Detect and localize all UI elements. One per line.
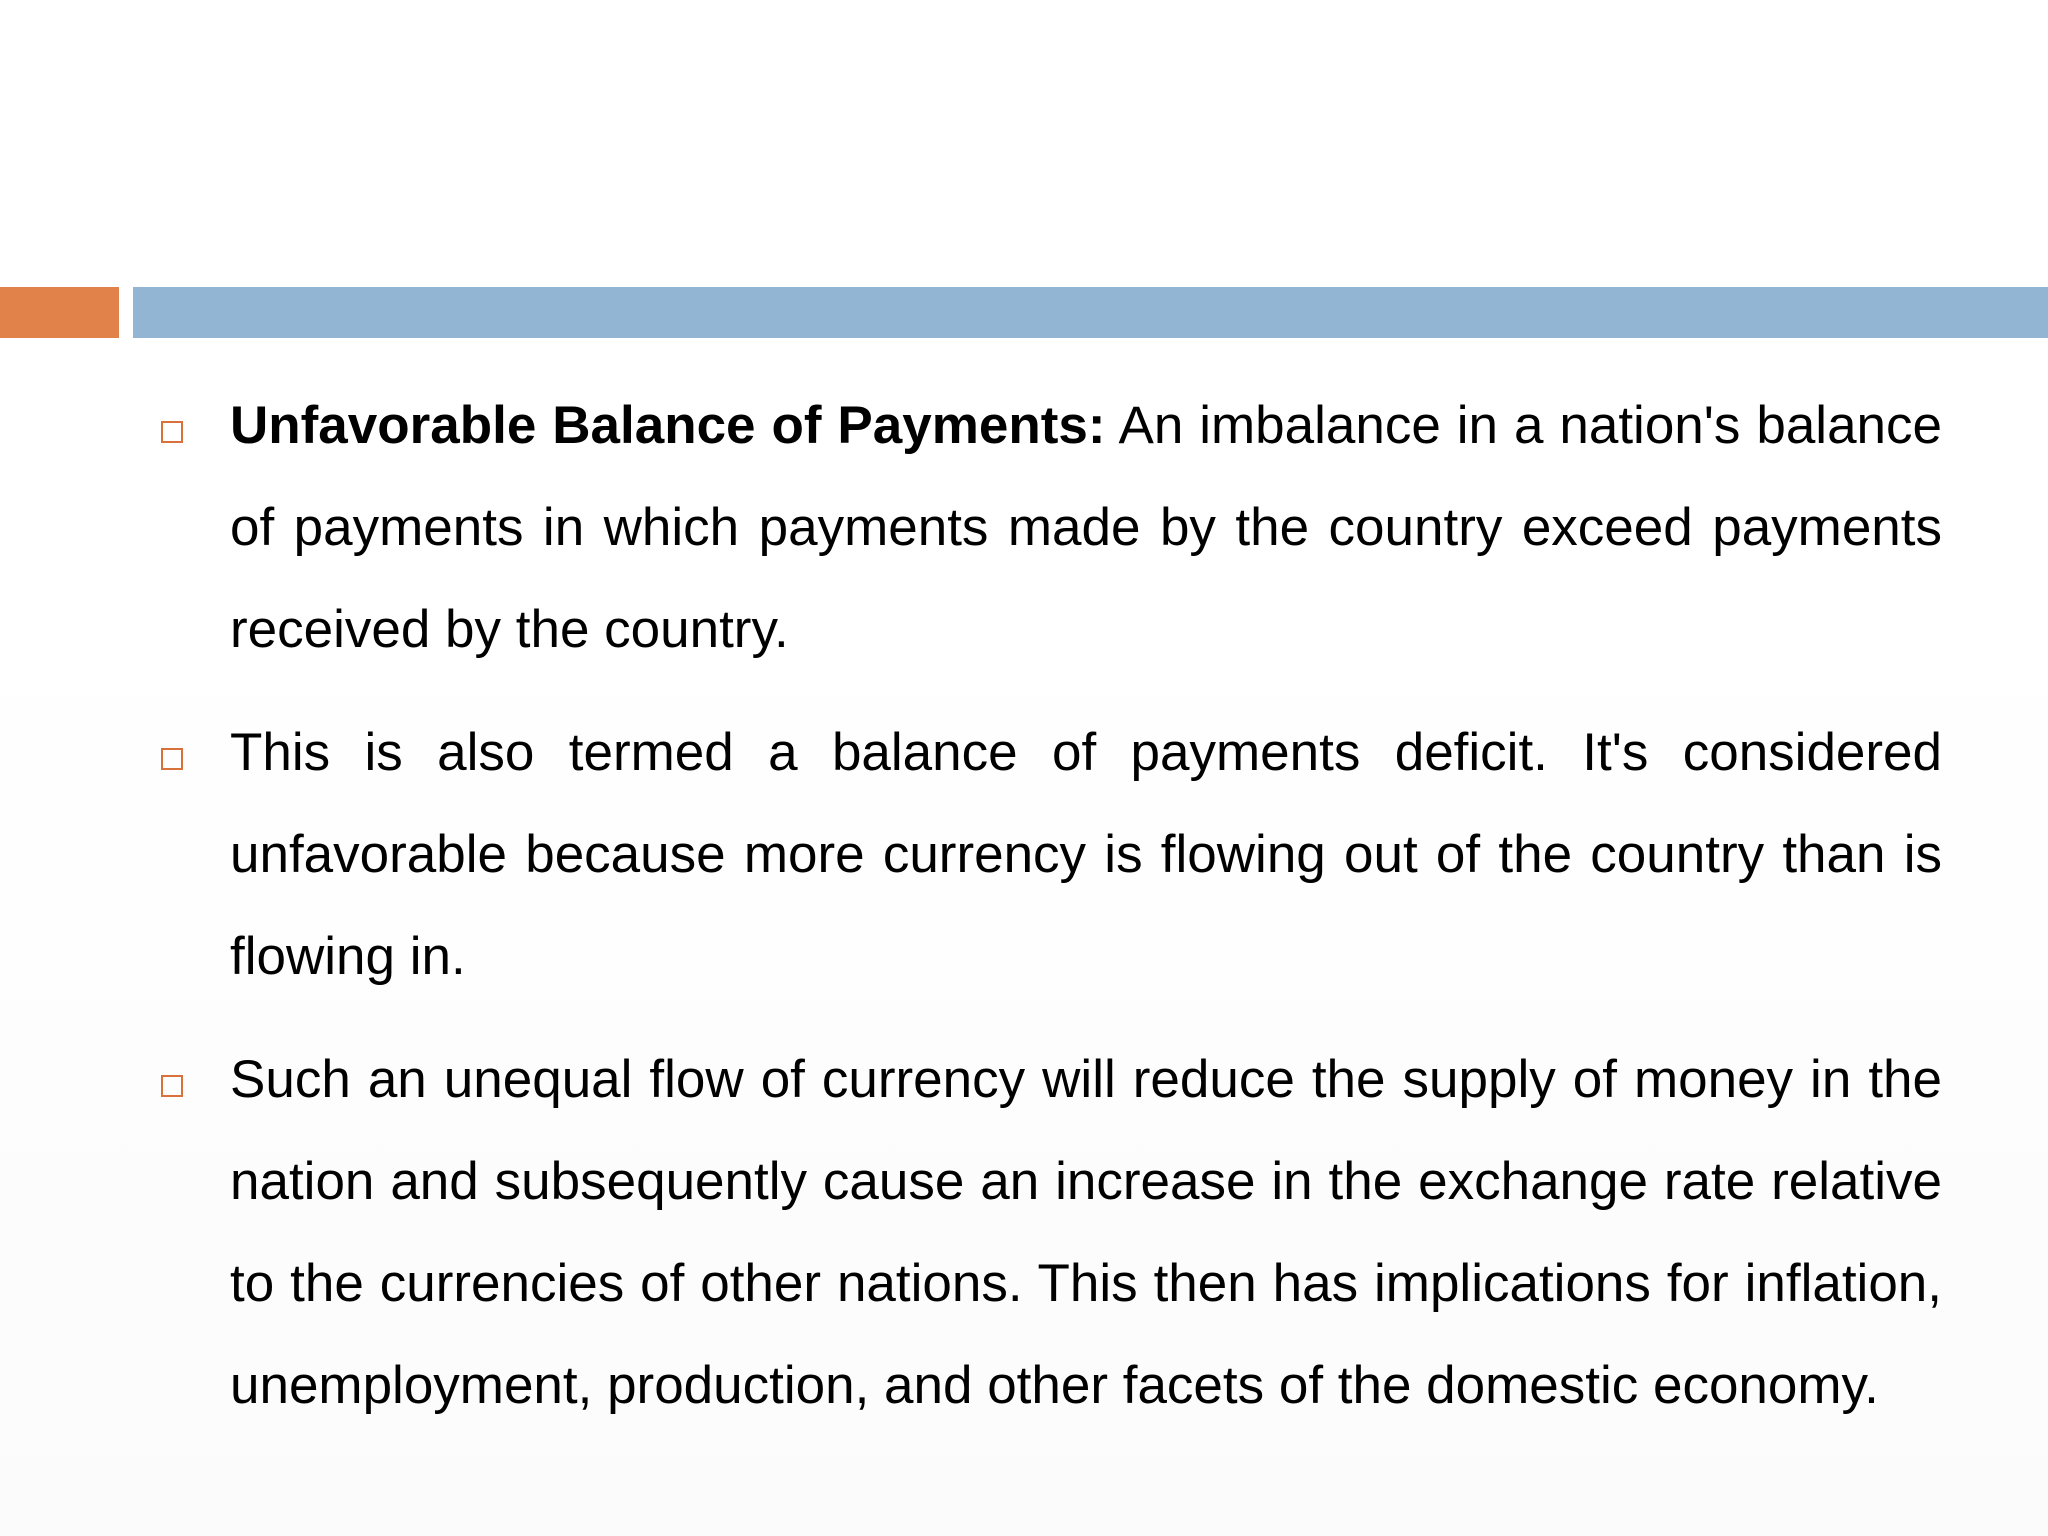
square-bullet-icon xyxy=(161,748,183,770)
bullet-body: This is also termed a balance of payments deficit. It's considered unfavorable because more currency is flowing out of the country than is flowing in. xyxy=(230,723,1942,986)
bullet-body: An imbalance in a nation's balance of payments in which payments made by the country exceed payments received by the country. xyxy=(230,396,1942,659)
square-bullet-icon xyxy=(161,1075,183,1097)
bullet-text xyxy=(230,702,1942,1008)
bullet-lead: Unfavorable Balance of Payments: xyxy=(230,396,1106,455)
square-bullet-icon xyxy=(161,421,183,443)
bullet-text xyxy=(230,375,1942,681)
bullet-text xyxy=(230,1029,1942,1437)
bullet-body: Such an unequal flow of currency will reduce the supply of money in the nation and subsequently cause an increase in the exchange rate relative to the currencies of other nations. This then has implications for inflation, unemployment, production, and other facets of the domestic economy. xyxy=(230,1050,1942,1415)
